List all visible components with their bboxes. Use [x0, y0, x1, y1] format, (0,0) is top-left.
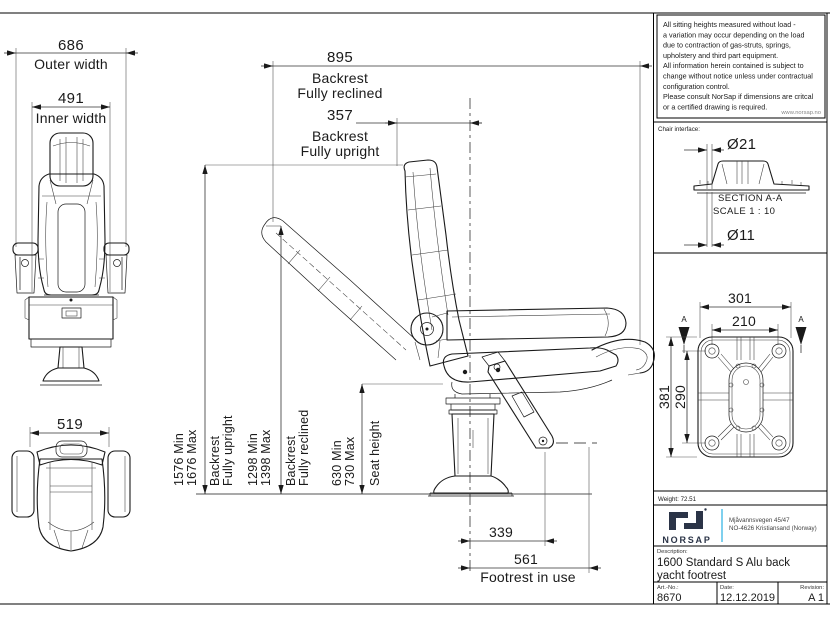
right-panel [654, 15, 828, 604]
label-outer-width: Outer width [34, 56, 108, 72]
label-inner-width: Inner width [35, 110, 107, 126]
note-line: All sitting heights measured without load - [663, 20, 796, 29]
section-view [654, 122, 828, 253]
revision-label: Revision: [800, 585, 824, 591]
dim-339: 339 [489, 524, 513, 540]
label-seat-height: Seat height [368, 420, 382, 486]
art-no-label: Art.-No.: [657, 585, 679, 591]
note-line: configuration control. [663, 81, 730, 91]
notes-box [657, 15, 825, 118]
section-label: SECTION A-A [718, 193, 783, 204]
dim-290: 290 [672, 385, 688, 409]
dim-895: 895 [327, 49, 353, 66]
dim-210: 210 [732, 313, 756, 329]
dim-301: 301 [728, 290, 752, 306]
dim-491: 491 [58, 90, 84, 107]
note-line: change without notice unless under contractual [663, 71, 813, 81]
dim-1298-min: 1298 Min [246, 432, 260, 486]
dim-1398-max: 1398 Max [259, 429, 273, 486]
dim-519: 519 [57, 416, 83, 433]
note-line: a variation may occur depending on the load [663, 30, 805, 40]
date-value: 12.12.2019 [720, 592, 776, 604]
height-dimensions [172, 165, 592, 494]
website-link: www.norsap.no [781, 110, 821, 116]
side-view-chair-art [262, 160, 655, 496]
company-address-2: NO-4626 Kristiansand (Norway) [729, 525, 817, 532]
description-line-1: 1600 Standard S Alu back [657, 557, 790, 569]
label-backrest-reclined-2: Fully reclined [297, 85, 383, 101]
revision-value: A 1 [808, 592, 824, 604]
note-line: or a certified drawing is required. [663, 102, 768, 112]
chair-interface-label: Chair interface: [658, 126, 700, 133]
dim-630-min: 630 Min [330, 440, 344, 486]
top-view [12, 416, 130, 551]
scale-label: SCALE 1 : 10 [713, 206, 776, 217]
norsap-logo [662, 508, 711, 545]
company-address-1: Mjåvannsvegen 45/47 [729, 517, 790, 524]
label-backrest-reclined-1: Backrest [311, 70, 369, 86]
label-hu-2: Fully upright [221, 415, 235, 486]
label-hr-1: Backrest [284, 435, 298, 486]
section-marker-a-right: A [798, 315, 804, 324]
dim-686: 686 [58, 37, 84, 54]
brand-name: NORSAP [662, 535, 712, 545]
title-block [654, 491, 828, 604]
dim-730-max: 730 Max [343, 436, 357, 486]
note-line: Please consult NorSap if dimensions are critcal [663, 92, 814, 102]
dim-1676-max: 1676 Max [185, 429, 199, 486]
top-view-chair-art [12, 441, 130, 551]
front-view [4, 37, 138, 385]
note-line: due to contraction of gas-struts, springs, [663, 40, 791, 50]
art-no-value: 8670 [657, 592, 682, 604]
label-hr-2: Fully reclined [297, 409, 311, 486]
description-label: Description: [657, 549, 688, 555]
dim-dia-21: Ø21 [727, 136, 757, 153]
footrest-dimensions [458, 447, 601, 585]
label-backrest-upright-1: Backrest [311, 128, 369, 144]
date-label: Date: [720, 585, 734, 591]
label-footrest-in-use: Footrest in use [480, 569, 576, 585]
dim-381: 381 [656, 385, 672, 409]
base-plate-view [656, 290, 807, 457]
label-backrest-upright-2: Fully upright [300, 143, 380, 159]
label-hu-1: Backrest [208, 435, 222, 486]
base-plate-art [698, 337, 793, 457]
note-line: upholstery and third part equipment. [663, 50, 779, 60]
dim-1576-min: 1576 Min [172, 432, 186, 486]
front-view-chair-art [13, 133, 129, 385]
weight-field: Weight: 72.51 [658, 496, 697, 503]
section-marker-a-left: A [681, 315, 687, 324]
description-line-2: yacht footrest [657, 570, 727, 582]
note-line: All information herein contained is subject to [663, 61, 804, 71]
dim-561: 561 [514, 551, 538, 567]
dim-dia-11: Ø11 [727, 227, 756, 244]
dim-357: 357 [327, 107, 353, 124]
side-view [172, 49, 654, 585]
